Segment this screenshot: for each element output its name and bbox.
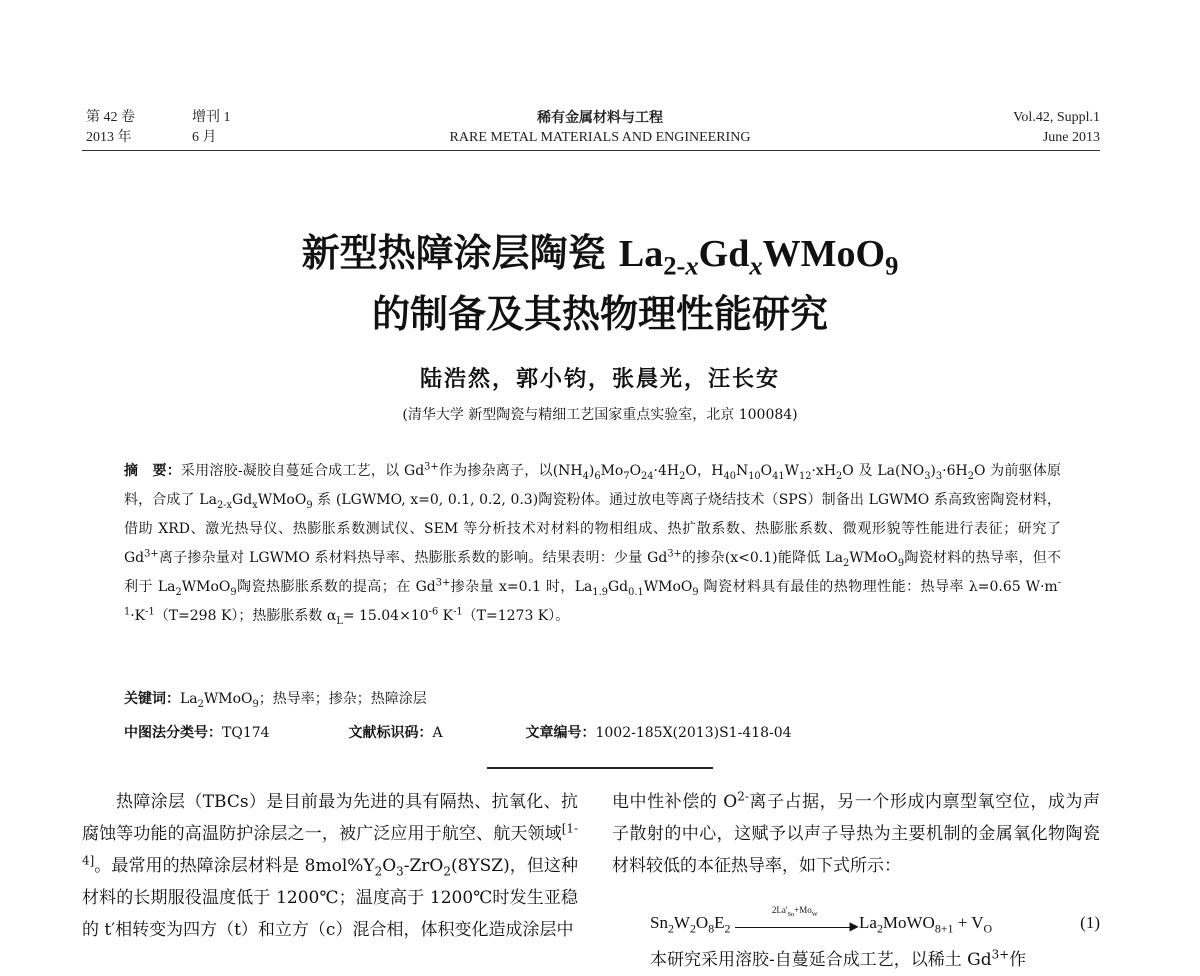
- abstract-text: 离子掺杂量对 LGWMO 系材料热导率、热膨胀系数的影响。结果表明：少量 Gd: [158, 550, 668, 566]
- body-text: O: [382, 856, 397, 876]
- clc-value: TQ174: [222, 725, 270, 741]
- abstract-text: 陶瓷材料具有最佳的热物理性能：热导率 λ=0.65 W·m: [698, 579, 1058, 595]
- abstract-text: （T=1273 K）。: [462, 608, 570, 624]
- year-cn: 2013 年: [86, 130, 132, 145]
- article-number-label: 文章编号：: [525, 725, 596, 741]
- abstract-text: O 及 La(NO: [842, 463, 925, 479]
- body-left-column: 热障涂层（TBCs）是目前最为先进的具有隔热、抗氧化、抗腐蚀等功能的高温防护涂层之一，被广泛应用于航空、航天领域[1-4]。最常用的热障涂层材料是 $8mol\%Y_2O_3-ZrO_2(8YSZ)$，但这种材料的长期服役温度低于 1200℃；温度高于 1200℃时发生亚稳的 t′相转变为四方（t）和立方（c）混合相，体积变化造成涂层中: [82, 792, 578, 940]
- abstract-text: K: [438, 608, 454, 624]
- body-text: 离子占据，另一个形成内禀型氧空位，成为声子散射的中心，这赋予以声子导热为主要机制的金属氧化物陶瓷材料较低的本征热导率，如下式所示：: [612, 792, 1101, 876]
- abstract-text: W: [784, 463, 800, 479]
- abstract-text: 陶瓷材料的热导率，但不利于 La: [124, 550, 1061, 595]
- header-rule: [82, 150, 1100, 151]
- keywords-text: La: [180, 691, 198, 707]
- authors: 陆浩然，郭小钧，张晨光，汪长安: [419, 366, 780, 392]
- abstract-text: ·6H: [942, 463, 968, 479]
- body-text: 热障涂层（TBCs）是目前最为先进的具有隔热、抗氧化、抗腐蚀等功能的高温防护涂层之一，被广泛应用于航空、航天领域: [82, 792, 578, 844]
- abstract-text: O: [760, 463, 773, 479]
- doc-code-label: 文献标识码：: [348, 725, 433, 741]
- abstract-text: WMoO: [257, 492, 307, 508]
- abstract-text: ·4H: [653, 463, 680, 479]
- abstract-text: O，H: [685, 463, 724, 479]
- supplement-cn: 增刊 1: [192, 110, 231, 125]
- citation: [1-4]: [82, 821, 578, 868]
- abstract-text: WMoO: [849, 550, 898, 566]
- abstract-text: （T=298 K）；热膨胀系数 α: [154, 608, 337, 624]
- title-line-2: 的制备及其热物理性能研究: [371, 292, 828, 336]
- volume-cn: 第 42 卷: [86, 110, 135, 125]
- abstract-text: ·xH: [811, 463, 837, 479]
- abstract-text: O 为前驱体原料，合成了 La: [124, 463, 1062, 508]
- date-en: June 2013: [1042, 130, 1100, 145]
- abstract-text: ·K: [130, 608, 146, 624]
- title-line-1: [0, 222, 1200, 281]
- keywords-text: ；热导率；掺杂；热障涂层: [258, 691, 427, 707]
- abstract-text: WMoO: [181, 579, 231, 595]
- title-formula: $La_{2-x}Gd_xWMoO_9$: [618, 233, 899, 281]
- equation-number: (1): [1080, 913, 1100, 932]
- abstract-text: O: [629, 463, 642, 479]
- doc-code-value: A: [432, 725, 443, 741]
- abstract-text: 系 (LGWMO, x=0, 0.1, 0.2, 0.3)陶瓷粉体。通过放电等离子烧结技术（SPS）制备出 LGWMO 系高致密陶瓷材料，借助 XRD、激光热导仪、热膨胀系数测试仪、SEM 等分析技术对材料的物相组成、热扩散系数、热膨胀系数、微观形貌等性能进行表征；研究了 Gd: [124, 492, 1061, 566]
- abstract-label: 摘 要：: [124, 463, 181, 479]
- body-text: 。最常用的热障涂层材料是 8mol%Y: [94, 856, 375, 876]
- keywords-text: WMoO: [203, 691, 253, 707]
- abstract-text: 陶瓷热膨胀系数的提高；在 Gd: [236, 579, 436, 595]
- body-text: 电中性补偿的 O: [612, 792, 738, 812]
- body-text: (8YSZ)，但这种材料的长期服役温度低于 1200℃；温度高于 1200℃时发生亚稳的 t′相转变为四方（t）和立方（c）混合相，体积变化造成涂层中: [82, 856, 578, 940]
- journal-name-en: RARE METAL MATERIALS AND ENGINEERING: [449, 130, 751, 145]
- abstract-text: N: [735, 463, 749, 479]
- abstract-text: 的掺杂(x<0.1)能降低 La: [681, 550, 844, 566]
- abstract-text: Gd: [608, 579, 629, 595]
- article-number-value: 1002-185X(2013)S1-418-04: [595, 725, 792, 741]
- title-text: 新型热障涂层陶瓷: [301, 231, 619, 275]
- equation-1: [650, 905, 1100, 936]
- volume-en: Vol.42, Suppl.1: [1013, 110, 1100, 125]
- month-cn: 6 月: [192, 130, 217, 145]
- section-divider: [487, 767, 713, 769]
- abstract-text: = 15.04×10: [342, 608, 429, 624]
- body-text: 本研究采用溶胶-自蔓延合成工艺，以稀土 Gd: [650, 950, 992, 970]
- keywords: 关键词：$La_2WMoO_9$；热导率；掺杂；热障涂层: [124, 691, 427, 710]
- body-text: -ZrO: [403, 856, 444, 876]
- abstract-text: 掺杂量 x=0.1 时，La: [450, 579, 593, 595]
- affiliation: (清华大学 新型陶瓷与精细工艺国家重点实验室，北京 100084): [402, 407, 798, 423]
- body-text: 作: [1009, 950, 1027, 970]
- abstract-text: 作为掺杂离子，以(NH: [438, 463, 583, 479]
- equation-arrow: $2La'_{Sn}+Mo_W$ ▶: [735, 917, 855, 928]
- body-right-column: 电中性补偿的 $O^{2-}$离子占据，另一个形成内禀型氧空位，成为声子散射的中心，这赋予以声子导热为主要机制的金属氧化物陶瓷材料较低的本征热导率，如下式所示：: [612, 789, 1101, 876]
- abstract-text: 采用溶胶-凝胶自蔓延合成工艺，以 Gd: [180, 463, 425, 479]
- clc-label: 中图法分类号：: [124, 725, 222, 741]
- equation-lhs: $Sn_2W_2O_8E_2$: [650, 913, 731, 936]
- body-right-continued: 本研究采用溶胶-自蔓延合成工艺，以稀土 $Gd^{3+}$作: [650, 947, 1027, 970]
- abstract-text: Gd: [232, 492, 253, 508]
- keywords-label: 关键词：: [124, 691, 180, 707]
- classification-line: [124, 722, 1084, 742]
- abstract: 摘 要：采用溶胶-凝胶自蔓延合成工艺，以 $Gd^{3+}$作为掺杂离子，以$(NH_4)_6Mo_7O_{24}\cdot 4H_2O$，$H_{40}N_{10}O_{41}W_{12}\cdot xH_2O$ 及 $La(NO_3)_3\cdot 6H_2O$ 为前驱体原料，合成了 $La_{2-x}Gd_xWMoO_9$ 系 (LGWMO, x=0, 0.1, 0.2, 0.3)陶瓷粉体。通过放电等离子烧结技术（SPS）制备出 LGWMO 系高致密陶瓷材料，借助 XRD、激光热导仪、热膨胀系数测试仪、SEM 等分析技术对材料的物相组成、热扩散系数、热膨胀系数、微观形貌等性能进行表征；研究了 $Gd^{3+}$离子掺杂量对 LGWMO 系材料热导率、热膨胀系数的影响。结果表明：少量 $Gd^{3+}$的掺杂(x<0.1)能降低 $La_2WMoO_9$陶瓷材料的热导率，但不利于 $La_2WMoO_9$陶瓷热膨胀系数的提高；在 $Gd^{3+}$掺杂量 x=0.1 时，$La_{1.9}Gd_{0.1}WMoO_9$ 陶瓷材料具有最佳的热物理性能：热导率 λ=0.65 $W\cdot m^{-1}\cdot K^{-1}(T=298$ K）；热膨胀系数 $\alpha_L= 15.04\times 10^{-6}$ $K^{-1}(T=1273$ K）。: [124, 461, 1062, 627]
- equation-rhs: $La_2MoWO_{8+1} + V_O$: [859, 913, 993, 936]
- journal-name-cn: 稀有金属材料与工程: [537, 110, 663, 126]
- abstract-text: WMoO: [643, 579, 693, 595]
